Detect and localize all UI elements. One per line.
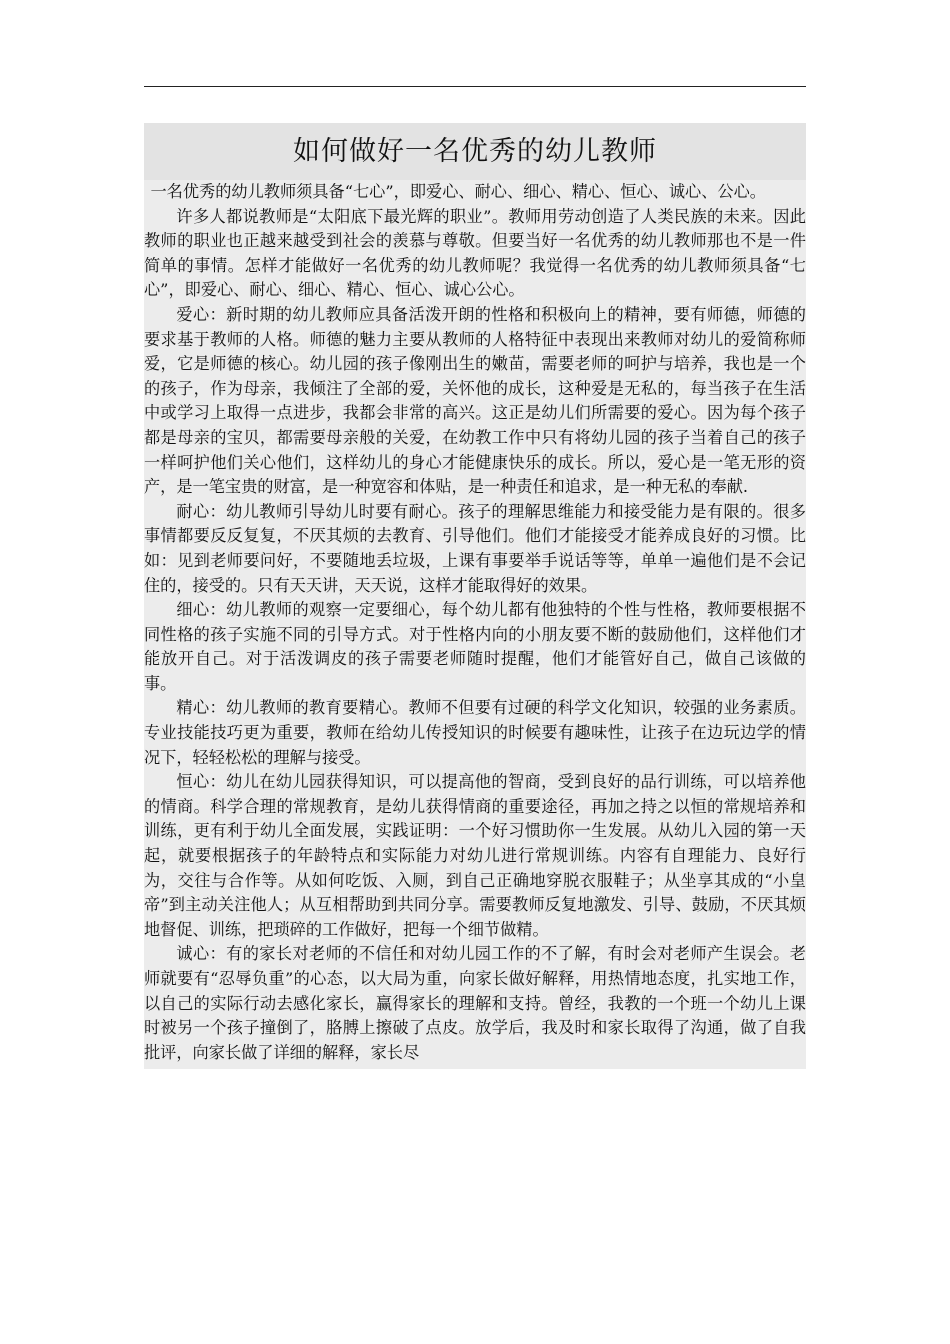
- paragraph-carefulness: 细心：幼儿教师的观察一定要细心，每个幼儿都有他独特的个性与性格，教师要根据不同性格的孩子实施不同的引导方式。对于性格内向的小朋友要不断的鼓励他们，这样他们才能放开自己。对于活泼调皮的孩子需要老师随时提醒，他们才能管好自己，做自己该做的事。: [144, 600, 806, 693]
- paragraph-preface: 许多人都说教师是“太阳底下最光辉的职业”。教师用劳动创造了人类民族的未来。因此教师的职业也正越来越受到社会的羡慕与尊敬。但要当好一名优秀的幼儿教师那也不是一件简单的事情。怎样才能做好一名优秀的幼儿教师呢？我觉得一名优秀的幼儿教师须具备“七心”，即爱心、耐心、细心、精心、恒心、诚心公心。: [144, 206, 806, 300]
- header-rule: [144, 86, 806, 87]
- paragraph-patience: 耐心：幼儿教师引导幼儿时要有耐心。孩子的理解思维能力和接受能力是有限的。很多事情都要反反复复，不厌其烦的去教育、引导他们。他们才能接受才能养成良好的习惯。比如：见到老师要问好，不要随地丢垃圾，上课有事要举手说话等等，单单一遍他们是不会记住的，接受的。只有天天讲，天天说，这样才能取得好的效果。: [144, 501, 806, 595]
- paragraph-intro: 一名优秀的幼儿教师须具备“七心”，即爱心、耐心、细心、精心、恒心、诚心、公心。: [150, 182, 766, 201]
- document-body: [144, 123, 806, 1069]
- paragraph-meticulousness: 精心：幼儿教师的教育要精心。教师不但要有过硬的科学文化知识，较强的业务素质。专业技能技巧更为重要，教师在给幼儿传授知识的时候要有趣味性，让孩子在边玩边学的情况下，轻轻松松的理解与接受。: [144, 698, 806, 767]
- document-title: 如何做好一名优秀的幼儿教师: [144, 123, 806, 180]
- paragraph-sincerity: 诚心：有的家长对老师的不信任和对幼儿园工作的不了解，有时会对老师产生误会。老师就要有“忍辱负重”的心态，以大局为重，向家长做好解释，用热情地态度，扎实地工作，以自己的实际行动去感化家长，赢得家长的理解和支持。曾经，我教的一个班一个幼儿上课时被另一个孩子撞倒了，胳膊上擦破了点皮。放学后，我及时和家长取得了沟通，做了自我批评，向家长做了详细的解释，家长尽: [144, 944, 806, 1062]
- paragraph-love: 爱心：新时期的幼儿教师应具备活泼开朗的性格和积极向上的精神，要有师德，师德的要求基于教师的人格。师德的魅力主要从教师的人格特征中表现出来教师对幼儿的爱简称师爱，它是师德的核心。幼儿园的孩子像刚出生的嫩苗，需要老师的呵护与培养，我也是一个的孩子，作为母亲，我倾注了全部的爱，关怀他的成长，这种爱是无私的，每当孩子在生活中或学习上取得一点进步，我都会非常的高兴。这正是幼儿们所需要的爱心。因为每个孩子都是母亲的宝贝，都需要母亲般的关爱，在幼教工作中只有将幼儿园的孩子当着自己的孩子一样呵护他们关心他们，这样幼儿的身心才能健康快乐的成长。所以，爱心是一笔无形的资产，是一笔宝贵的财富，是一种宽容和体贴，是一种责任和追求，是一种无私的奉献.: [144, 304, 806, 497]
- paragraph-perseverance: 恒心：幼儿在幼儿园获得知识，可以提高他的智商，受到良好的品行训练，可以培养他的情商。科学合理的常规教育，是幼儿获得情商的重要途径，再加之持之以恒的常规培养和训练，更有利于幼儿全面发展，实践证明：一个好习惯助你一生发展。从幼儿入园的第一天起，就要根据孩子的年龄特点和实际能力对幼儿进行常规训练。内容有自理能力、良好行为，交往与合作等。从如何吃饭、入厕，到自己正确地穿脱衣服鞋子；从坐享其成的“小皇帝”到主动关注他人；从互相帮助到共同分享。需要教师反复地激发、引导、鼓励，不厌其烦地督促、训练，把琐碎的工作做好，把每一个细节做精。: [144, 772, 806, 939]
